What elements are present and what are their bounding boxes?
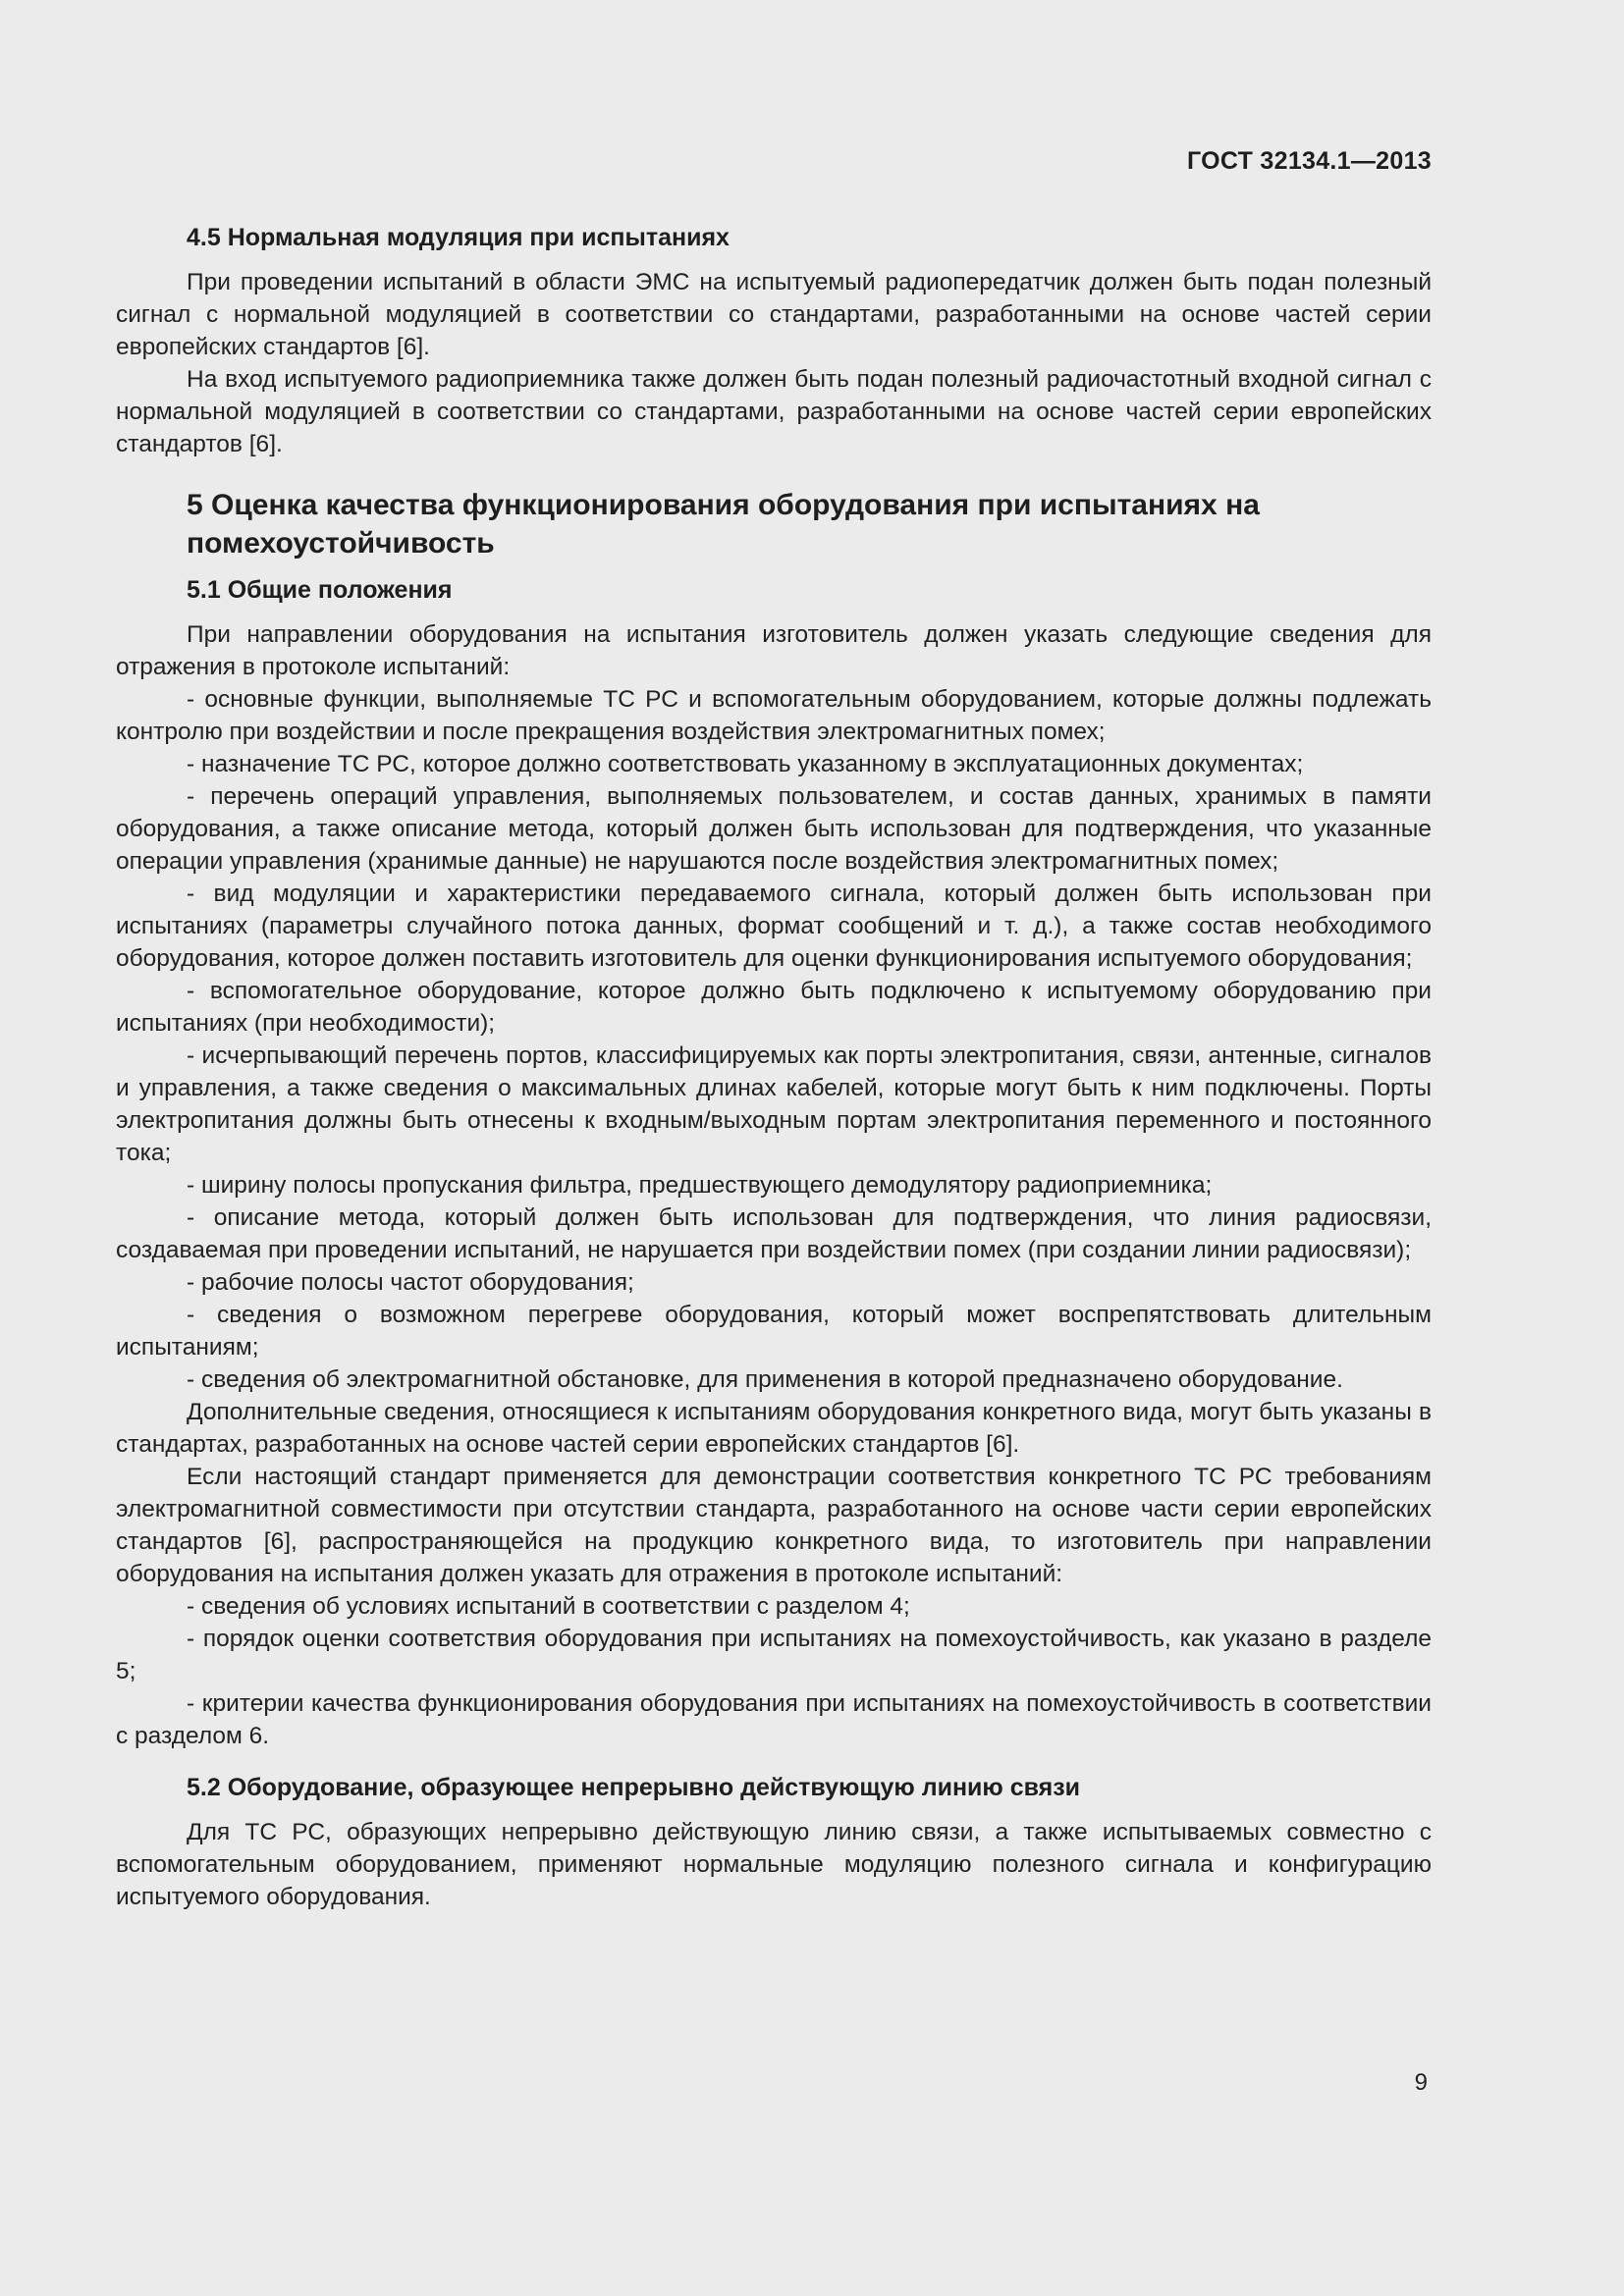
list-item: - сведения о возможном перегреве оборудования, который может воспрепятствовать длительным испытаниям; [116, 1302, 1432, 1361]
list-item: - назначение ТС РС, которое должно соответствовать указанному в эксплуатационных документах; [187, 751, 1304, 777]
paragraph: Дополнительные сведения, относящиеся к испытаниям оборудования конкретного вида, могут быть указаны в стандартах, разработанных на основе частей серии европейских стандартов [6]. [116, 1399, 1432, 1458]
page-content [116, 222, 1432, 1913]
list-item: - рабочие полосы частот оборудования; [187, 1269, 634, 1296]
section-heading-5-1: 5.1 Общие положения [187, 576, 453, 604]
paragraph: На вход испытуемого радиоприемника также должен быть подан полезный радиочастотный входной сигнал с нормальной модуляцией в соответствии со стандартами, разработанными на основе частей серии европейских стандартов [6]. [116, 366, 1432, 457]
list-item: - основные функции, выполняемые ТС РС и вспомогательным оборудованием, которые должны подлежать контролю при воздействии и после прекращения воздействия электромагнитных помех; [116, 686, 1432, 745]
list-item: - исчерпывающий перечень портов, классифицируемых как порты электропитания, связи, антенные, сигналов и управления, а также сведения о максимальных длинах кабелей, которые могут быть к ним подключены. Порты электропитания должны быть отнесены к входным/выходным портам электропитания переменного и постоянного тока; [116, 1042, 1432, 1166]
list-item: - порядок оценки соответствия оборудования при испытаниях на помехоустойчивость, как указано в разделе 5; [116, 1626, 1432, 1684]
list-item: - вид модуляции и характеристики передаваемого сигнала, который должен быть использован при испытаниях (параметры случайного потока данных, формат сообщений и т. д.), а также состав необходимого оборудования, которое должен поставить изготовитель для оценки функционирования испытуемого оборудования; [116, 881, 1432, 972]
paragraph: Для ТС РС, образующих непрерывно действующую линию связи, а также испытываемых совместно с вспомогательным оборудованием, применяют нормальные модуляцию полезного сигнала и конфигурацию испытуемого оборудования. [116, 1819, 1432, 1910]
list-item: - ширину полосы пропускания фильтра, предшествующего демодулятору радиоприемника; [187, 1172, 1213, 1199]
section-heading-4-5: 4.5 Нормальная модуляция при испытаниях [187, 224, 730, 251]
section-heading-5-2: 5.2 Оборудование, образующее непрерывно действующую линию связи [187, 1774, 1081, 1801]
paragraph: При направлении оборудования на испытания изготовитель должен указать следующие сведения для отражения в протоколе испытаний: [116, 621, 1432, 680]
section-heading-5: 5 Оценка качества функционирования оборудования при испытаниях на помехоустойчивость [187, 489, 1260, 560]
list-item: - перечень операций управления, выполняемых пользователем, и состав данных, хранимых в памяти оборудования, а также описание метода, который должен быть использован для подтверждения, что указанные операции управления (хранимые данные) не нарушаются после воздействия электромагнитных помех; [116, 783, 1432, 875]
list-item: - вспомогательное оборудование, которое должно быть подключено к испытуемому оборудованию при испытаниях (при необходимости); [116, 978, 1432, 1037]
paragraph: Если настоящий стандарт применяется для демонстрации соответствия конкретного ТС РС требованиям электромагнитной совместимости при отсутствии стандарта, разработанного на основе части серии европейских стандартов [6], распространяющейся на продукцию конкретного вида, то изготовитель при направлении оборудования на испытания должен указать для отражения в протоколе испытаний: [116, 1464, 1432, 1587]
list-item: - критерии качества функционирования оборудования при испытаниях на помехоустойчивость в соответствии с разделом 6. [116, 1690, 1432, 1749]
document-code: ГОСТ 32134.1—2013 [1186, 147, 1432, 175]
list-item: - сведения об условиях испытаний в соответствии с разделом 4; [187, 1593, 910, 1620]
page-number: 9 [1414, 2069, 1428, 2096]
list-item: - сведения об электромагнитной обстановке, для применения в которой предназначено оборудование. [187, 1366, 1343, 1393]
paragraph: При проведении испытаний в области ЭМС на испытуемый радиопередатчик должен быть подан полезный сигнал с нормальной модуляцией в соответствии со стандартами, разработанными на основе частей серии европейских стандартов [6]. [116, 269, 1432, 360]
list-item: - описание метода, который должен быть использован для подтверждения, что линия радиосвязи, создаваемая при проведении испытаний, не нарушается при воздействии помех (при создании линии радиосвязи); [116, 1204, 1432, 1263]
